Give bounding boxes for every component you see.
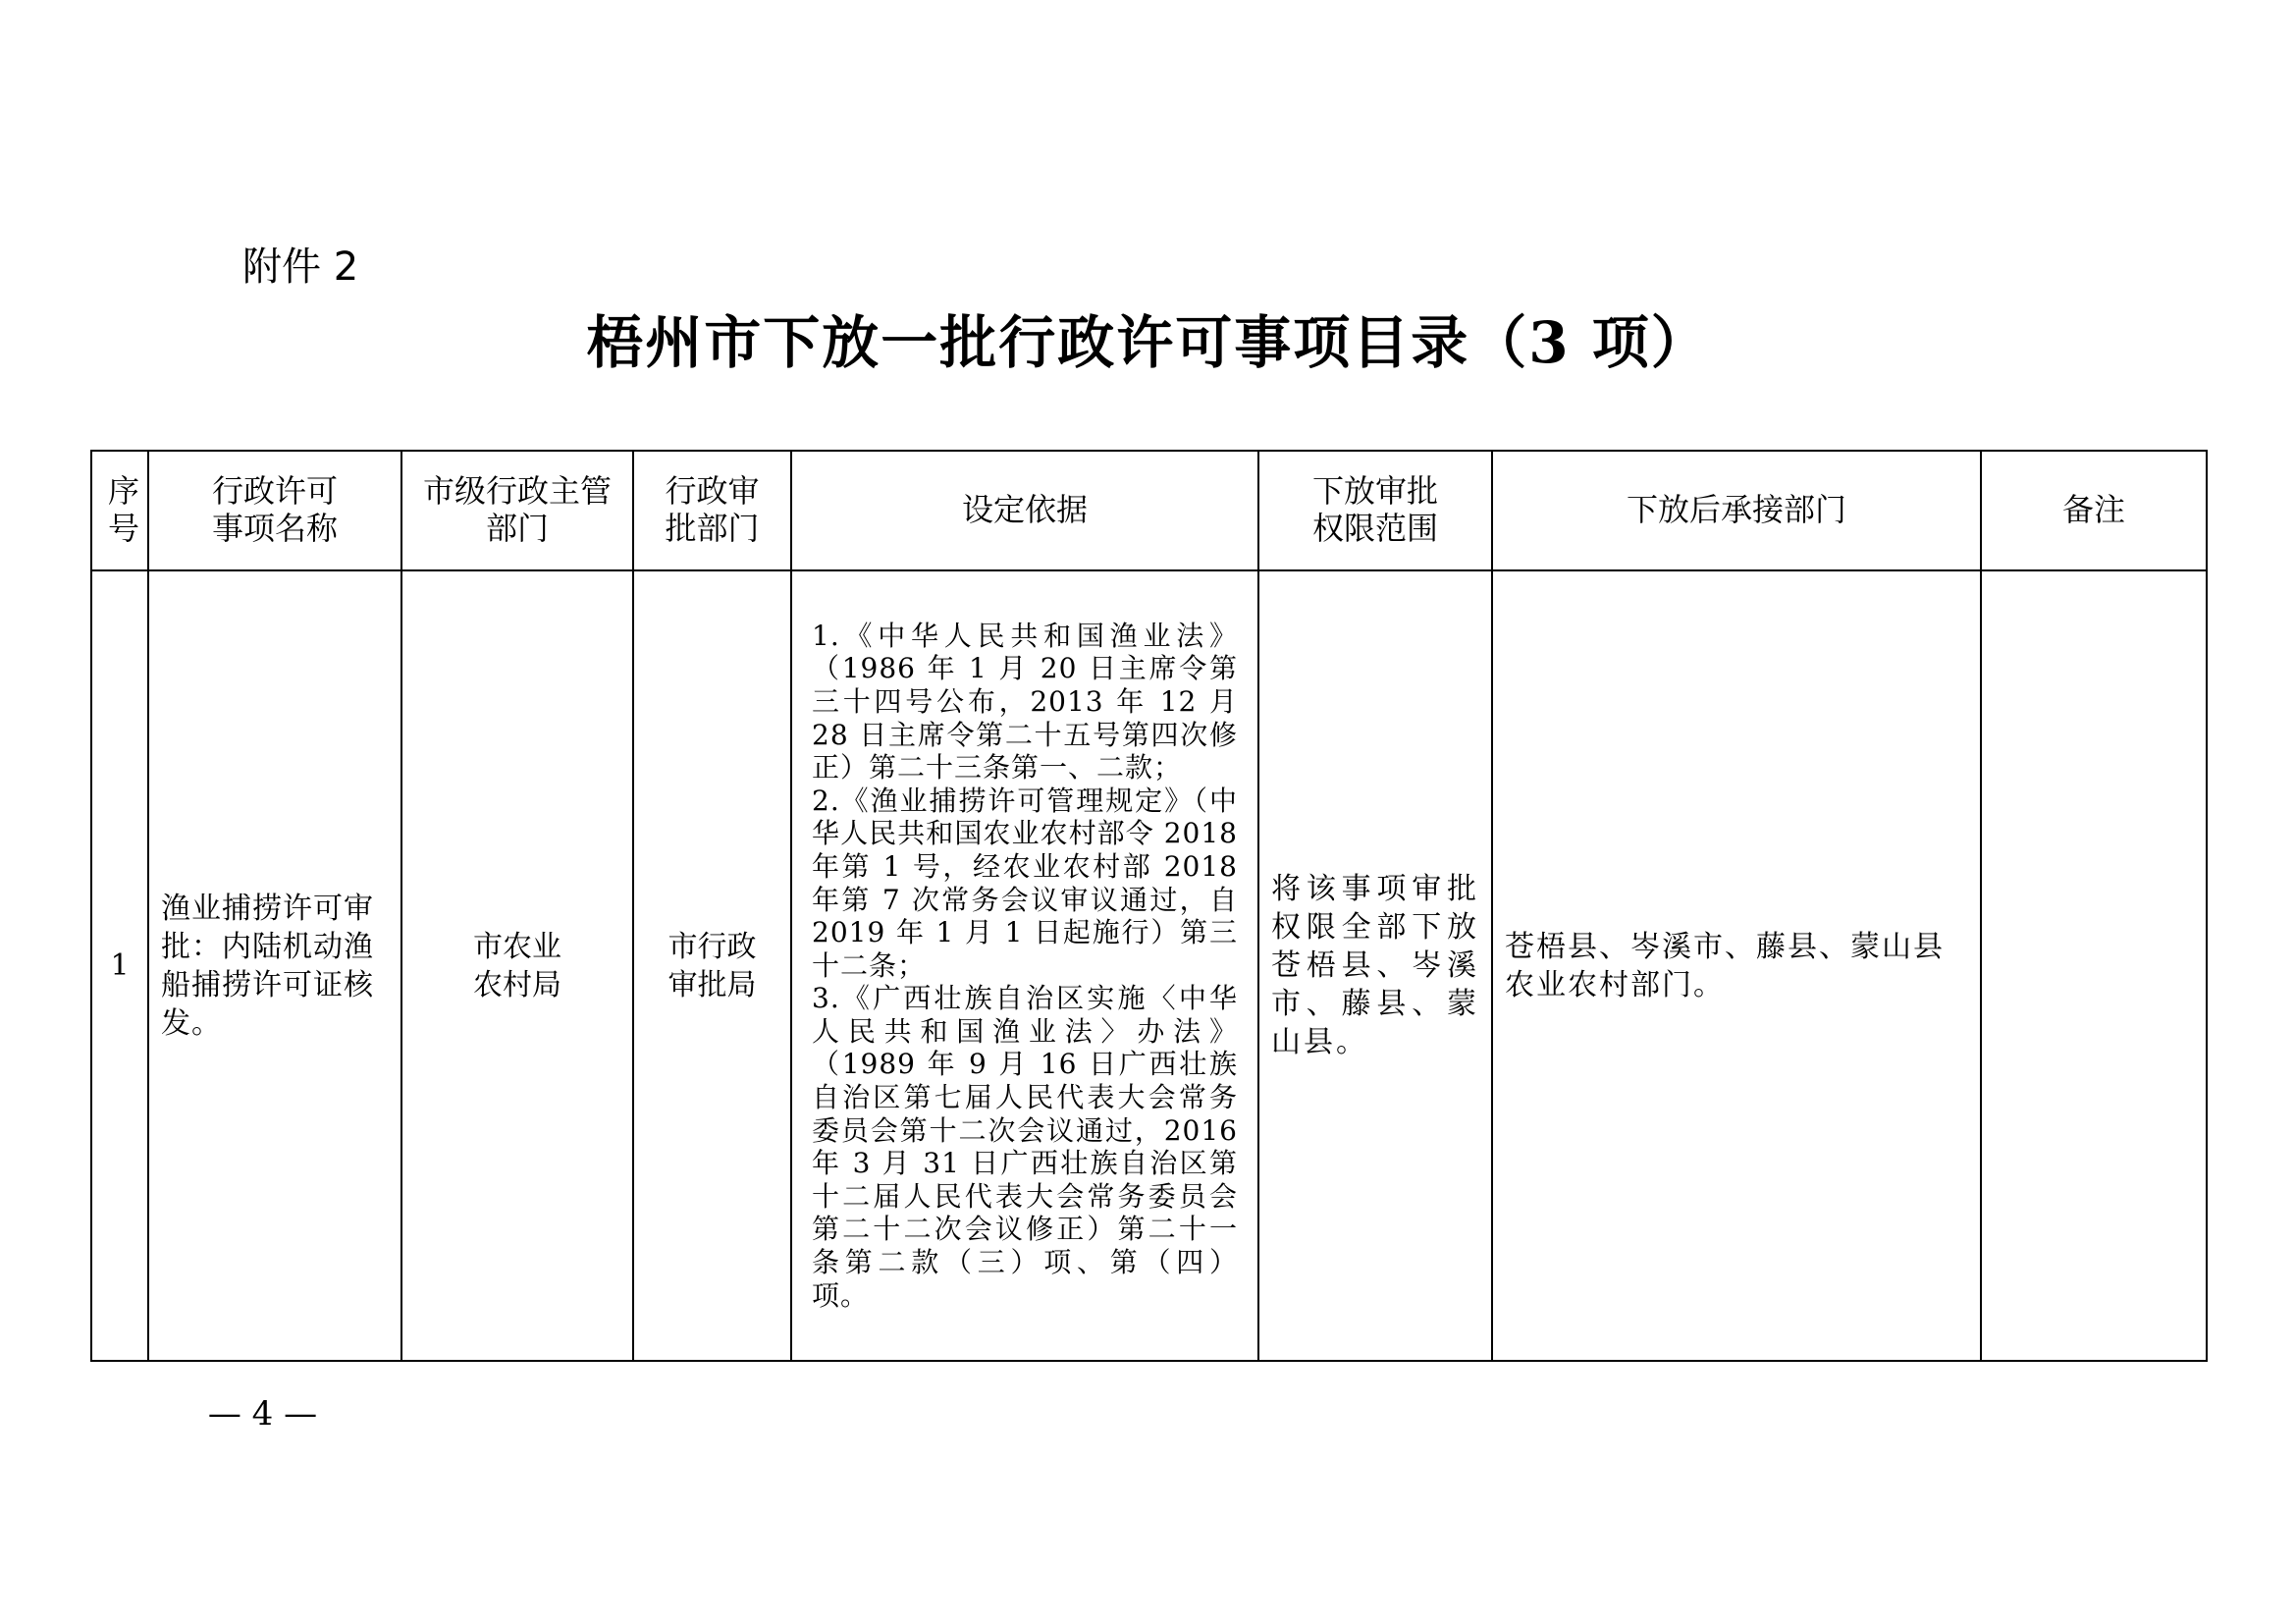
col-header-receiver: 下放后承接部门 <box>1492 451 1981 570</box>
table-row <box>91 570 2207 1361</box>
col-header-remark: 备注 <box>1981 451 2207 570</box>
table-header-row <box>91 451 2207 570</box>
col-header-item-name: 行政许可事项名称 <box>148 451 401 570</box>
page-number: — 4 — <box>207 1394 318 1434</box>
items-table <box>90 450 2208 1362</box>
cell-scope: 将该事项审批权限全部下放苍梧县、岑溪市、藤县、蒙山县。 <box>1258 570 1492 1361</box>
cell-basis: 1.《中华人民共和国渔业法》（1986 年 1 月 20 日主席令第三十四号公布，2013 年 12 月 28 日主席令第二十五号第四次修正）第二十三条第一、二款； 2.《渔业捕捞许可管理规定》（中华人民共和国农业农村部令 2018 年第 1 号，经农业农村部 2018 年第 7 次常务会议审议通过，自 2019 年 1 月 1 日起施行）第三十二条； 3.《广西壮族自治区实施〈中华人民共和国渔业法〉办法》（1989 年 9 月 16 日广西壮族自治区第七届人民代表大会常务委员会第十二次会议通过，2016 年 3 月 31 日广西壮族自治区第十二届人民代表大会常务委员会第二十二次会议修正）第二十一条第二款（三）项、第（四）项。 <box>791 570 1258 1361</box>
cell-approval-dept: 市行政审批局 <box>633 570 791 1361</box>
cell-receiver: 苍梧县、岑溪市、藤县、蒙山县农业农村部门。 <box>1492 570 1981 1361</box>
cell-city-dept: 市农业农村局 <box>401 570 633 1361</box>
cell-index: 1 <box>91 570 148 1361</box>
document-title: 梧州市下放一批行政许可事项目录（3 项） <box>586 309 1710 376</box>
cell-remark <box>1981 570 2207 1361</box>
col-header-basis: 设定依据 <box>791 451 1258 570</box>
col-header-city-dept: 市级行政主管部门 <box>401 451 633 570</box>
col-header-approval-dept: 行政审批部门 <box>633 451 791 570</box>
col-header-scope: 下放审批权限范围 <box>1258 451 1492 570</box>
col-header-index: 序号 <box>91 451 148 570</box>
attachment-label: 附件 2 <box>242 244 359 290</box>
cell-item-name: 渔业捕捞许可审批：内陆机动渔船捕捞许可证核发。 <box>148 570 401 1361</box>
